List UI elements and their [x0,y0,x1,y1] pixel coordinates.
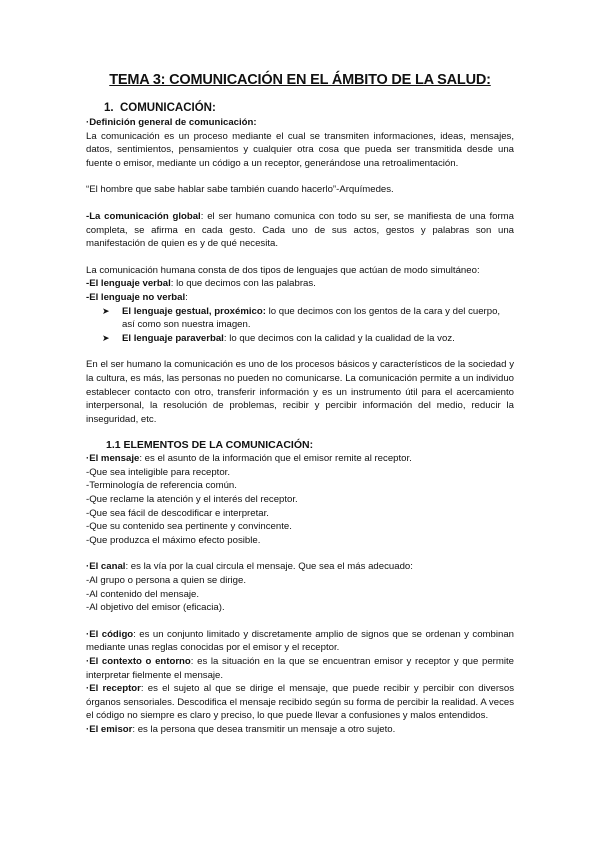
verbal-label: -El lenguaje verbal [86,278,171,290]
bullet-body: lo que decimos con los gentos de la cara y del cuerpo, así como son nuestra imagen. [122,305,501,331]
quote-paragraph: “El hombre que sabe hablar sabe también cuando hacerlo”-Arquímedes. [86,184,394,196]
bullet-body: : lo que decimos con la calidad y la cualidad de la voz. [223,332,455,344]
nonverbal-line [86,291,514,305]
codigo-text: : es un conjunto limitado y discretamente amplio de signos que se ordenan y combinan mediante unas reglas conocidas por el emisor y el receptor. [86,628,514,654]
closing-paragraph: En el ser humano la comunicación es uno de los procesos básicos y característicos de la sociedad y la cultura, es más, las personas no pueden no comunicarse. La comunicación permite a un individuo establecer contacto con otro, transferir información y es un instrumento útil para el acercamiento interpersonal, la resolución de problemas, recibir y percibir información del medio, reducir la inseguridad, etc. [86,359,514,425]
contexto-paragraph [86,655,514,682]
definition-label [86,116,514,130]
canal-label: ·El canal [86,561,126,573]
arrow-bullet-icon: ➤ [102,305,110,316]
receptor-paragraph [86,682,514,723]
list-item [102,332,514,346]
list-item: -Al contenido del mensaje. [86,588,200,600]
list-item: -Que sea fácil de descodificar e interpretar. [86,507,269,519]
list-item: -Que produzca el máximo efecto posible. [86,534,261,546]
emisor-label: ·El emisor [86,723,133,735]
list-item: -Que sea inteligible para receptor. [86,466,230,478]
mensaje-text: : es el asunto de la información que el emisor remite al receptor. [139,453,412,465]
list-item: -Que su contenido sea pertinente y convincente. [86,521,292,533]
bullet-label: El lenguaje gestual, proxémico: [122,305,266,317]
page-title: TEMA 3: COMUNICACIÓN EN EL ÁMBITO DE LA SALUD: [109,72,491,88]
list-item: -Que reclame la atención y el interés del receptor. [86,494,298,506]
definition-paragraph: La comunicación es un proceso mediante el cual se transmiten informaciones, ideas, mensajes, datos, sentimientos, pensamientos y cualquier otra cosa que pueda ser transmitida desde una fuente o emisor, mediante un código a un receptor, generándose una retroalimentación. [86,130,514,169]
codigo-paragraph [86,628,514,655]
section-heading-elementos: 1.1 ELEMENTOS DE LA COMUNICACIÓN: [106,439,314,452]
emisor-paragraph [86,723,514,737]
receptor-label: ·El receptor [86,683,141,695]
list-item: -Al objetivo del emisor (eficacia). [86,602,225,614]
codigo-label: ·El código [86,628,134,640]
global-paragraph [86,210,514,251]
mensaje-line [86,452,514,466]
nonverbal-text: : [185,291,188,303]
canal-text: : es la vía por la cual circula el mensaje. Que sea el más adecuado: [125,561,413,573]
contexto-label: ·El contexto o entorno [86,656,191,667]
verbal-text: : lo que decimos con las palabras. [170,278,316,290]
receptor-text: : es el sujeto al que se dirige el mensaje, que puede recibir y percibir con diversos órganos sensoriales. Descodifica el mensaje recibido según su forma de percibir la realidad. A veces el código no siempre es claro y preciso, lo que puede llevar a confusiones y malos entendidos. [86,683,514,722]
list-item [102,305,514,332]
types-intro: La comunicación humana consta de dos tipos de lenguajes que actúan de modo simultáneo: [86,264,480,276]
section-heading-comunicacion: 1. COMUNICACIÓN: [104,102,216,114]
bullet-label: El lenguaje paraverbal [122,332,224,344]
arrow-bullet-icon: ➤ [102,332,110,343]
definition-label-text: ·Definición general de comunicación: [86,117,257,128]
bullet-text [122,305,514,332]
list-item: -Al grupo o persona a quien se dirige. [86,575,246,587]
list-item: -Terminología de referencia común. [86,480,237,492]
mensaje-label: ·El mensaje [86,453,140,465]
global-text: : el ser humano comunica con todo su ser, se manifiesta de una forma completa, se afirma en cada gesto. Cada uno de sus actos, gestos y palabras son una manifestación de quien es y de qué necesita. [86,210,514,250]
nonverbal-label: -El lenguaje no verbal [86,291,186,303]
verbal-line [86,277,514,291]
emisor-text: : es la persona que desea transmitir un mensaje a otro sujeto. [132,723,396,735]
contexto-text: : es la situación en la que se encuentran emisor y receptor y que permite interpretar fielmente el mensaje. [86,656,514,681]
canal-line [86,560,514,574]
global-label: -La comunicación global [86,210,201,222]
bullet-text [122,332,514,346]
